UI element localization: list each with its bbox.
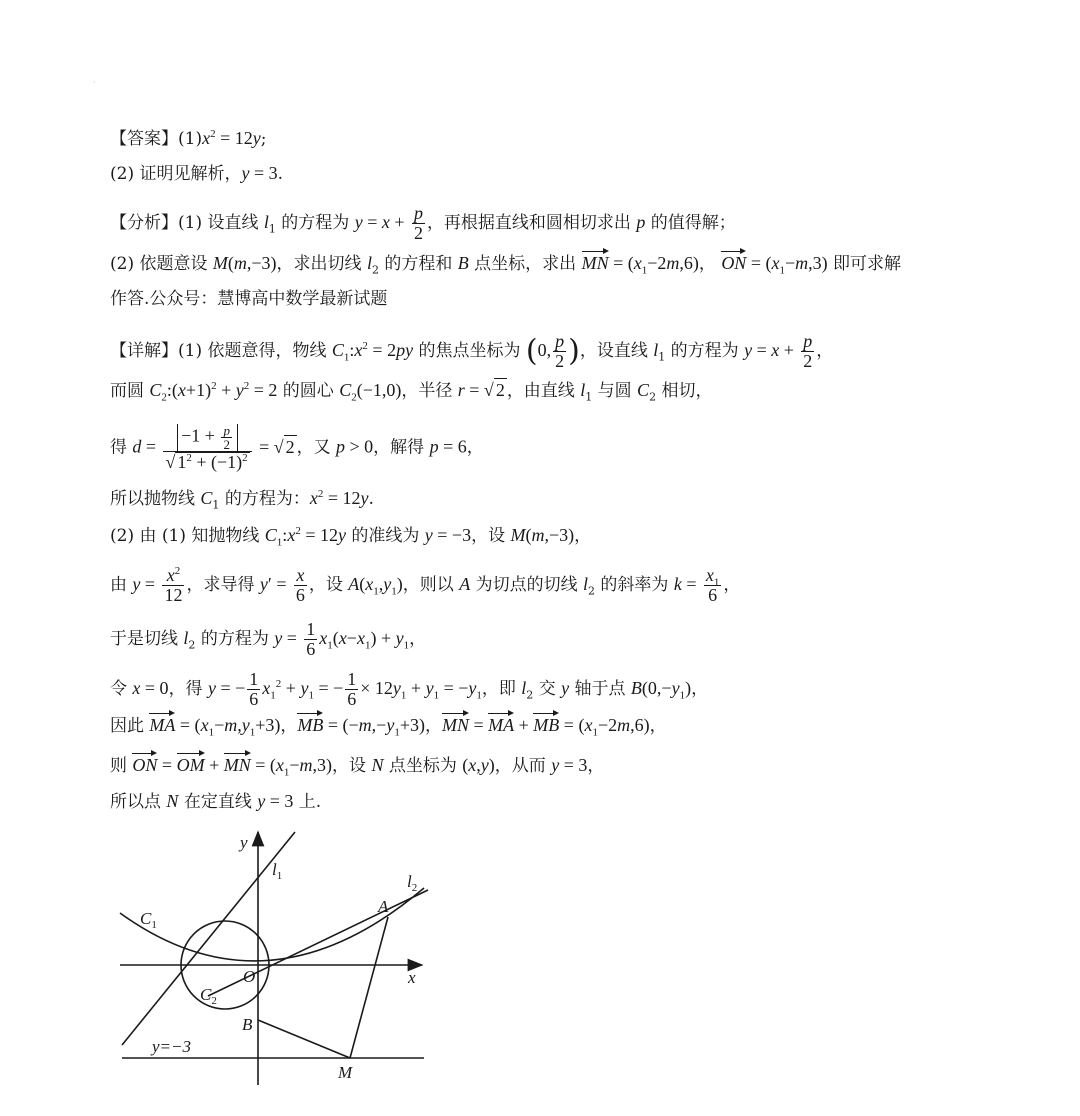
answer-line-1: 【答案】$(1)x^2 = 12y$; [110, 128, 267, 149]
analysis-label: 【分析】 [110, 213, 178, 233]
label-M: M [338, 1063, 353, 1082]
detail-line-2: 而圆 $C_2:(x+1)^2 + y^2 = 2$ 的圆心 $C_2(-1,0)$，半径 r = √ 2 ，由直线 $l_1$ 与圆 $C_2$ 相切， [110, 380, 713, 404]
detail-line-3: 得 d = −1 + $\frac{p}{2}$ √ $1^2 + (-1)^2$ = √ 2 ，又 p > 0，解得 p = 6， [110, 423, 484, 472]
label-C2: $C_2$ [200, 985, 217, 1007]
analysis-line-3: 作答.公众号：慧博高中数学最新试题 [110, 289, 388, 309]
detail-line-4: 所以抛物线 $C_1$ 的方程为：$x^2 = 12y$. [110, 488, 374, 512]
answer-part1-prefix: (1) [178, 129, 203, 149]
geometry-figure [112, 820, 442, 1095]
detail-line-1: 【详解】(1) 依题意得，物线 $C_1:x^2 = 2py$ 的焦点坐标为 (0, $\frac{p}{2}$ )，设直线 $l_1$ 的方程为 y = x + $\frac{p}{2}$ ， [110, 331, 834, 371]
detail-line-6: 由 y = $\frac{x^2}{12}$ ，求导得 y′ = $\frac{x}{6}$ ，设 $A(x_1,y_1)$，则以 A 为切点的切线 $l_2$ 的斜率为 k = $\frac{x_1}{6}$ ， [110, 565, 741, 605]
label-x-axis: x [408, 968, 416, 987]
answer-label: 【答案】 [110, 129, 178, 149]
label-l1: $l_1$ [272, 860, 283, 882]
label-O: O [243, 967, 256, 986]
detail-line-7: 于是切线 $l_2$ 的方程为 y = $\frac{1}{6}$ $x_1(x-x_1) + y_1$， [110, 619, 427, 659]
label-y-axis: y [240, 833, 248, 852]
detail-line-11: 所以点 N 在定直线 y = 3 上. [110, 791, 322, 812]
analysis-line-2: (2) 依题意设 M(m,−3)，求出切线 $l_2$ 的方程和 B 点坐标，求出 MN = $(x_1-2m,6)$， ON = $(x_1-m,3)$ 即可求解 [110, 253, 902, 277]
label-A: A [378, 897, 389, 916]
label-C1: $C_1$ [140, 909, 157, 931]
line-l2 [208, 890, 428, 996]
line-l1 [122, 832, 295, 1045]
detail-label: 【详解】 [110, 341, 178, 361]
segment-MB [258, 1020, 350, 1058]
detail-line-8: 令 x = 0，得 y = − $\frac{1}{6}$ $x_1^2 + y_1$ = − $\frac{1}{6}$ × $12y_1 + y_1 = -y_1$，即 $l_2$ 交 y 轴于点 $B(0,-y_1)$， [110, 669, 709, 709]
detail-line-10: 则 ON = OM + MN = $(x_1-m,3)$，设 N 点坐标为 (x,y)，从而 y = 3， [110, 755, 605, 779]
scan-speck: · [93, 78, 96, 87]
answer-line-2: (2) 证明见解析，y = 3. [110, 163, 284, 184]
detail-line-5: (2) 由 (1) 知抛物线 $C_1:x^2 = 12y$ 的准线为 y = −3，设 M(m,−3)， [110, 525, 592, 549]
label-l2: $l_2$ [407, 872, 418, 894]
detail-line-9: 因此 MA = $(x_1-m,y_1+3)$，MB = $(-m,-y_1+3)$，MN = MA + MB = $(x_1-2m,6)$， [110, 715, 667, 739]
segment-MA [350, 917, 388, 1058]
analysis-line-1: 【分析】(1) 设直线 $l_1$ 的方程为 y = x + $\frac{p}{2}$ ，再根据直线和圆相切求出 p 的值得解； [110, 203, 736, 243]
label-directrix: y=−3 [152, 1037, 191, 1056]
label-B: B [242, 1015, 253, 1034]
